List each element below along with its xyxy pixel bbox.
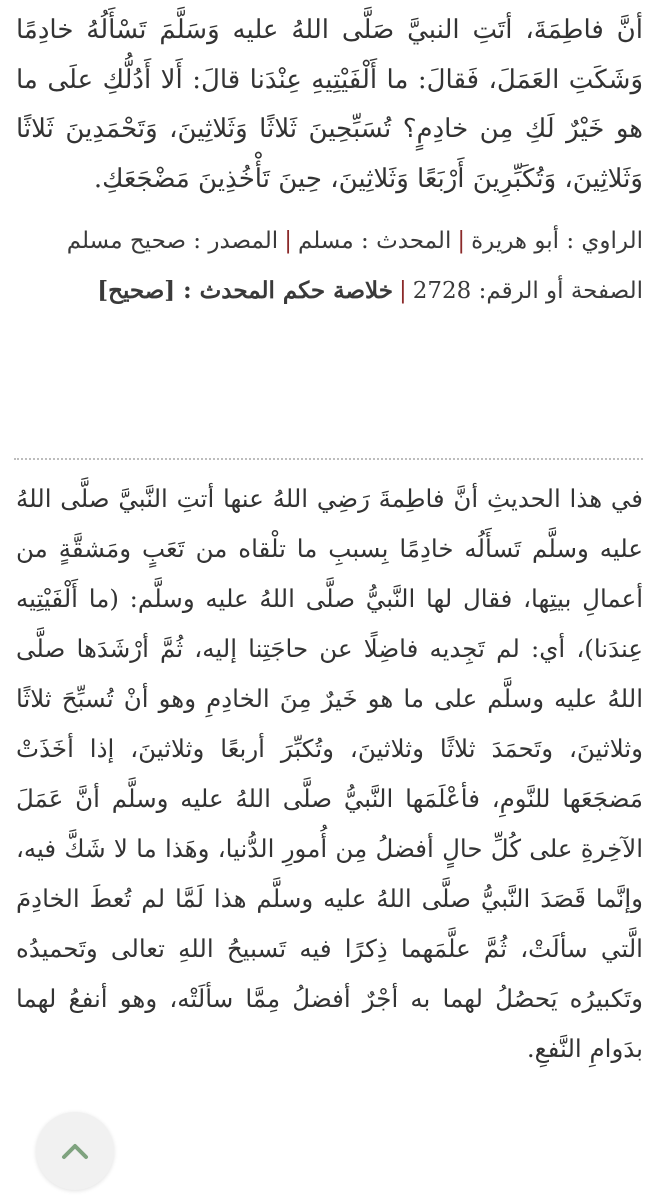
hadith-meta: [16, 216, 643, 316]
meta-line-1: [16, 216, 643, 266]
separator: |: [398, 278, 407, 304]
ruling: خلاصة حكم المحدث : [صحيح]: [97, 277, 393, 304]
separator: |: [457, 228, 466, 254]
meta-line-2: [16, 266, 643, 316]
separator: |: [284, 228, 292, 254]
sharh-text: في هذا الحديثِ أنَّ فاطِمةَ رَضِي اللهُ عنها أتتِ النَّبيَّ صلَّى اللهُ عليه وسلَّم تَسأَلُه خادِمًا بِسببِ ما تلْقاه من تَعَبٍ ومَشقَّةٍ من أعمالِ بيتِها، فقال لها النَّبيُّ صلَّى اللهُ عليه وسلَّم: (ما أَلْفَيْتِيه عِندَنا)، أي: لم تَجِديه فاضِلًا عن حاجَتِنا إليه، ثُمَّ أرْشَدَها صلَّى اللهُ عليه وسلَّم على ما هو خَيرٌ مِنَ الخادِمِ وهو أنْ تُسبِّحَ ثلاثًا وثلاثينَ، وتَحمَدَ ثلاثًا وثلاثينَ، وتُكبِّرَ أربعًا وثلاثينَ، إذا أخَذَتْ مَضجَعَها للنَّومِ، فأعْلَمَها النَّبيُّ صلَّى اللهُ عليه وسلَّم أنَّ عَمَلَ الآخِرةِ على كُلِّ حالٍ أفضلُ مِن أُمورِ الدُّنيا، وهَذا ما لا شَكَّ فيه، وإنَّما قَصَدَ النَّبيُّ صلَّى اللهُ عليه وسلَّم هذا لَمَّا لم تُعطَ الخادِمَ الَّتي سألَتْ، ثُمَّ علَّمَهما ذِكرًا فيه تَسبيحُ اللهِ تعالى وتَحميدُه وتَكبيرُه يَحصُلُ لهما به أجْرٌ أفضلُ مِمَّا سألَتْه، وهو أنفعُ لهما بدَوامِ النَّفعِ.: [16, 484, 643, 1063]
hadith-text: أنَّ فاطِمَةَ، أتَتِ النبيَّ صَلَّى اللهُ عليه وَسَلَّمَ تَسْأَلُهُ خادِمًا وَشَكَتِ العَمَلَ، فَقالَ: ما أَلْفَيْتِيهِ عِنْدَنا قالَ: أَلا أَدُلُّكِ علَى ما هو خَيْرٌ لَكِ مِن خادِمٍ؟ تُسَبِّحِينَ ثَلاثًا وَثَلاثِينَ، وَتَحْمَدِينَ ثَلاثًا وَثَلاثِينَ، وَتُكَبِّرِينَ أَرْبَعًا وَثَلاثِينَ، حِينَ تَأْخُذِينَ مَضْجَعَكِ.: [16, 15, 643, 194]
narrator: الراوي : أبو هريرة: [471, 228, 643, 254]
section-divider: [14, 458, 643, 460]
hadith-section: [16, 6, 643, 316]
muhaddith: المحدث : مسلم: [297, 228, 452, 254]
chevron-up-icon: [60, 1141, 90, 1161]
source: المصدر : صحيح مسلم: [66, 228, 279, 254]
scroll-to-top-button[interactable]: [36, 1112, 114, 1190]
page-number: الصفحة أو الرقم: 2728: [412, 278, 643, 304]
